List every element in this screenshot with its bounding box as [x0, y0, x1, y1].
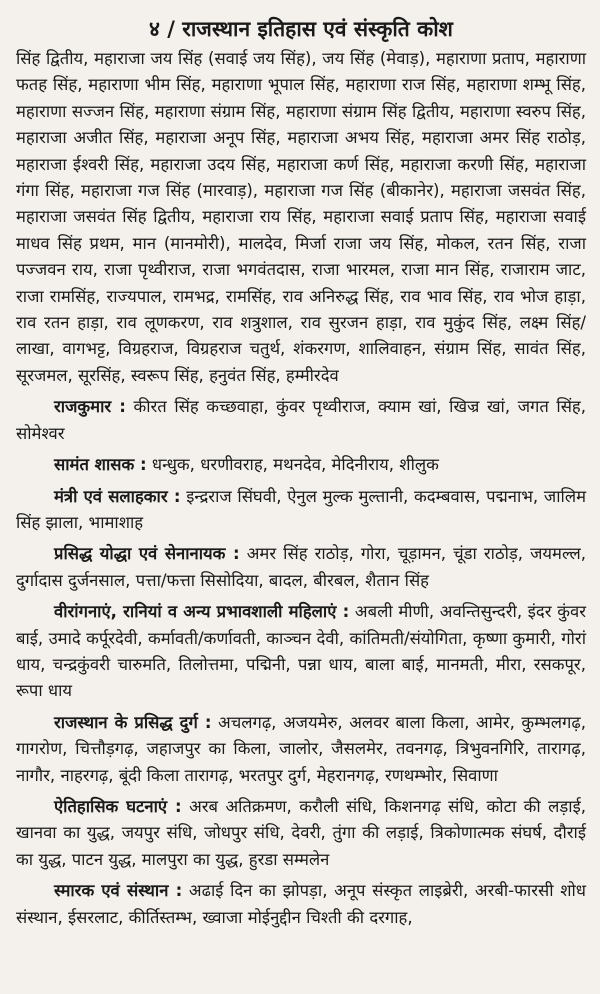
- entry-term: वीरांगनाएं, रानियां व अन्य प्रभावशाली महिलाएं :: [54, 602, 350, 622]
- entry-mantri: [16, 484, 586, 537]
- entry-text: इन्द्रराज सिंघवी, ऐनुल मुल्क मुल्तानी, कदम्बवास, पद्मनाभ, जालिम सिंह झाला, भामाशाह: [16, 486, 587, 532]
- entry-term: सामंत शासक :: [54, 455, 147, 475]
- entry-term: ऐतिहासिक घटनाएं :: [54, 796, 182, 816]
- entry-term: स्मारक एवं संस्थान :: [54, 881, 183, 901]
- entry-term: प्रसिद्ध योद्धा एवं सेनानायक :: [54, 544, 240, 564]
- entry-term: राजस्थान के प्रसिद्ध दुर्ग :: [54, 712, 212, 732]
- entry-ghatnayein: [16, 794, 586, 873]
- page-number: ४: [149, 17, 160, 41]
- entry-text: अबली मीणी, अवन्तिसुन्दरी, इंदर कुंवर बाई, उमादे कर्पूरदेवी, कर्मावती/कर्णावती, काञ्चन देवी, कांतिमती/संयोगिता, कृष्णा कुमारी, गोरां धाय, चन्द्रकुंवरी चारुमति, तिलोत्तमा, पद्मिनी, पन्ना धाय, बाला बाई, मानमती, मीरा, रसकपूर, रूपा धाय: [16, 602, 586, 701]
- entry-rajkumar: [16, 394, 586, 447]
- intro-paragraph: सिंह द्वितीय, महाराजा जय सिंह (सवाई जय सिंह), जय सिंह (मेवाड़), महाराणा प्रताप, महाराणा फतह सिंह, महाराणा भीम सिंह, महाराणा भूपाल सिंह, महाराणा राज सिंह, महाराणा शम्भू सिंह, महाराणा सज्जन सिंह, महाराणा संग्राम सिंह, महाराणा संग्राम सिंह द्वितीय, महाराणा स्वरुप सिंह, महाराजा अजीत सिंह, महाराजा अनूप सिंह, महाराजा अभय सिंह, महाराजा अमर सिंह राठोड़, महाराजा ईश्वरी सिंह, महाराजा उदय सिंह, महाराजा कर्ण सिंह, महाराजा करणी सिंह, महाराजा गंगा सिंह, महाराजा गज सिंह (मारवाड़), महाराजा गज सिंह (बीकानेर), महाराजा जसवंत सिंह, महाराजा जसवंत सिंह द्वितीय, महाराजा राय सिंह, महाराजा सवाई प्रताप सिंह, महाराजा सवाई माधव सिंह प्रथम, मान (मानमोरी), मालदेव, मिर्जा राजा जय सिंह, मोकल, रतन सिंह, राजा पज्जवन राय, राजा पृथ्वीराज, राजा भगवंतदास, राजा भारमल, राजा मान सिंह, राजाराम जाट, राजा रामसिंह, राज्यपाल, रामभद्र, रामसिंह, राव अनिरुद्ध सिंह, राव भाव सिंह, राव भोज हाड़ा, राव रतन हाड़ा, राव लूणकरण, राव शत्रुशाल, राव सुरजन हाड़ा, राव मुकुंद सिंह, लक्ष्म सिंह/लाखा, वागभट्ट, विग्रहराज, विग्रहराज चतुर्थ, शंकरगण, शालिवाहन, संग्राम सिंह, सावंत सिंह, सूरजमल, सूरसिंह, स्वरूप सिंह, हनुवंत सिंह, हम्मीरदेव: [16, 49, 587, 385]
- entry-text: कीरत सिंह कच्छवाहा, कुंवर पृथ्वीराज, क्याम खां, खिज्र खां, जगत सिंह, सोमेश्वर: [16, 397, 587, 443]
- entry-durg: [16, 710, 586, 789]
- entry-samant-shasak: [16, 452, 586, 478]
- entry-viranganayein: [16, 599, 586, 705]
- entry-text: अढाई दिन का झोपड़ा, अनूप संस्कृत लाइब्रेरी, अरबी-फारसी शोध संस्थान, ईसरलाट, कीर्तिस्तम्भ, ख्वाजा मोईनुद्दीन चिश्ती की दरगाह,: [16, 881, 586, 927]
- entry-term: मंत्री एवं सलाहकार :: [54, 486, 181, 506]
- entry-text: अरब अतिक्रमण, करौली संधि, किशनगढ़ संधि, कोटा की लड़ाई, खानवा का युद्ध, जयपुर संधि, जोधपुर संधि, देवरी, तुंगा की लड़ाई, त्रिकोणात्मक संघर्ष, दौराई का युद्ध, पाटन युद्ध, मालपुरा का युद्ध, हुरडा सम्मलेन: [16, 796, 586, 869]
- entry-term: राजकुमार :: [54, 397, 126, 417]
- entry-smarak: [16, 878, 586, 931]
- entry-text: अमर सिंह राठोड़, गोरा, चूड़ामन, चूंडा राठोड़, जयमल्ल, दुर्गादास दुर्जनसाल, पत्ता/फत्ता सिसोदिया, बादल, बीरबल, शैतान सिंह: [16, 544, 586, 590]
- book-title: राजस्थान इतिहास एवं संस्कृति कोश: [182, 17, 453, 41]
- page-header: [16, 14, 586, 44]
- entry-text: धन्धुक, धरणीवराह, मथनदेव, मेदिनीराय, शीलुक: [151, 455, 439, 475]
- entry-yoddha: [16, 541, 586, 594]
- entry-text: अचलगढ़, अजयमेरु, अलवर बाला किला, आमेर, कुम्भलगढ़, गागरोण, चित्तौड़गढ़, जहाजपुर का किला, जालोर, जैसलमेर, तवनगढ़, त्रिभुवनगिरि, तारागढ़, नागौर, नाहरगढ़, बूंदी किला तारागढ़, भरतपुर दुर्ग, मेहरानगढ़, रणथम्भोर, सिवाणा: [16, 712, 586, 785]
- header-separator: /: [159, 17, 183, 41]
